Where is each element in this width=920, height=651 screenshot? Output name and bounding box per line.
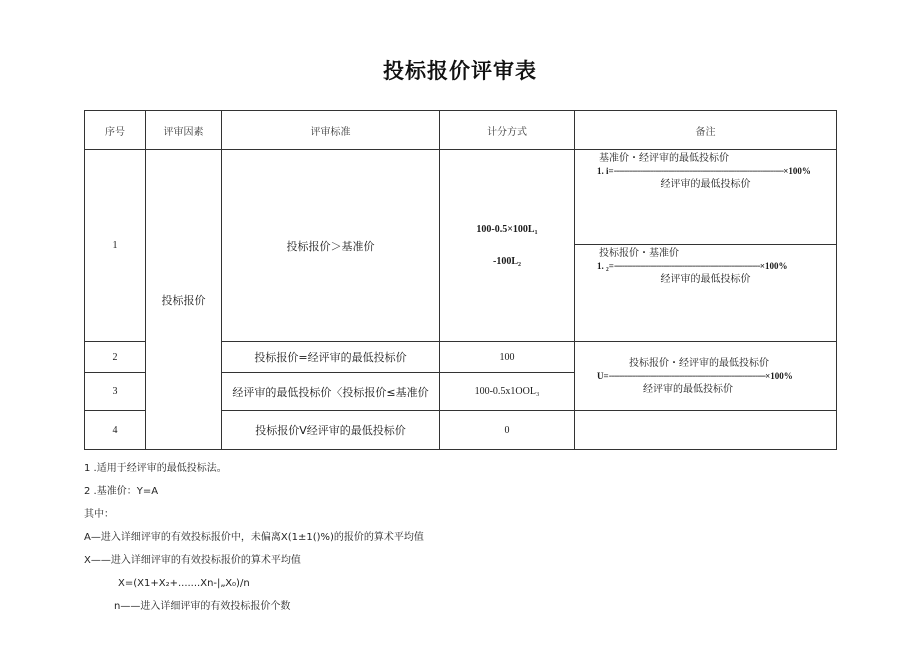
score-formula-line1: 100-0.5×100L₁ <box>476 223 538 235</box>
standard-cell: 投标报价V经评审的最低投标价 <box>222 411 440 450</box>
header-no: 序号 <box>85 111 146 150</box>
row-no: 3 <box>85 373 146 411</box>
standard-cell: 投标报价＞基准价 <box>222 150 440 342</box>
scoring-cell: 100 <box>440 342 575 373</box>
header-remarks: 备注 <box>575 111 837 150</box>
row-no: 1 <box>85 150 146 342</box>
formula-numerator: 投标报价・经评审的最低投标价 <box>629 357 769 369</box>
scoring-cell: 100-0.5x1OOL₃ <box>440 373 575 411</box>
header-factor: 评审因素 <box>146 111 222 150</box>
formula-numerator: 基准价・经评审的最低投标价 <box>599 153 729 164</box>
footnote-1: 1 .适用于经评审的最低投标法。 <box>84 463 227 474</box>
remark-formula-1 <box>575 150 837 245</box>
footnotes <box>84 457 844 618</box>
footnote-x-formula: X=(X1+X₂+.......Xn-|„X₀)/n <box>118 578 250 589</box>
header-scoring: 计分方式 <box>440 111 575 150</box>
footnote-a-def: A—进入详细评审的有效投标报价中，未偏离X(1±1()%)的报价的算术平均值 <box>84 532 424 543</box>
formula-line: 1. i=-----------------------------------------------------------------×100% <box>597 166 811 177</box>
row-no: 2 <box>85 342 146 373</box>
evaluation-table <box>84 110 837 450</box>
footnote-x-def: X——进入详细评审的有效投标报价的算术平均值 <box>84 555 301 566</box>
remark-empty <box>575 411 837 450</box>
remark-formula-3 <box>575 342 837 411</box>
remark-formula-2 <box>575 245 837 342</box>
score-formula-line2: -100L₂ <box>493 255 521 267</box>
formula-denominator: 经评审的最低投标价 <box>660 179 751 190</box>
formula-denominator: 经评审的最低投标价 <box>660 274 751 285</box>
header-standard: 评审标准 <box>222 111 440 150</box>
standard-cell: 经评审的最低投标价〈投标报价≤基准价 <box>222 373 440 411</box>
formula-line: U=------------------------------------------------------------×100% <box>597 370 793 382</box>
footnote-2: 2 .基准价：Y=A <box>84 486 159 497</box>
table-header-row <box>85 111 837 150</box>
standard-cell: 投标报价=经评审的最低投标价 <box>222 342 440 373</box>
footnote-where: 其中： <box>84 509 114 520</box>
formula-denominator: 经评审的最低投标价 <box>643 383 733 395</box>
scoring-cell <box>440 150 575 342</box>
footnote-n-def: n——进入详细评审的有效投标报价个数 <box>114 601 291 612</box>
formula-line: 1. ₂=--------------------------------------------------------×100% <box>597 261 788 272</box>
scoring-cell: 0 <box>440 411 575 450</box>
page-title: 投标报价评审表 <box>383 59 537 83</box>
factor-cell: 投标报价 <box>146 150 222 450</box>
table-row <box>85 150 837 245</box>
row-no: 4 <box>85 411 146 450</box>
formula-numerator: 投标报价・基准价 <box>599 248 679 259</box>
